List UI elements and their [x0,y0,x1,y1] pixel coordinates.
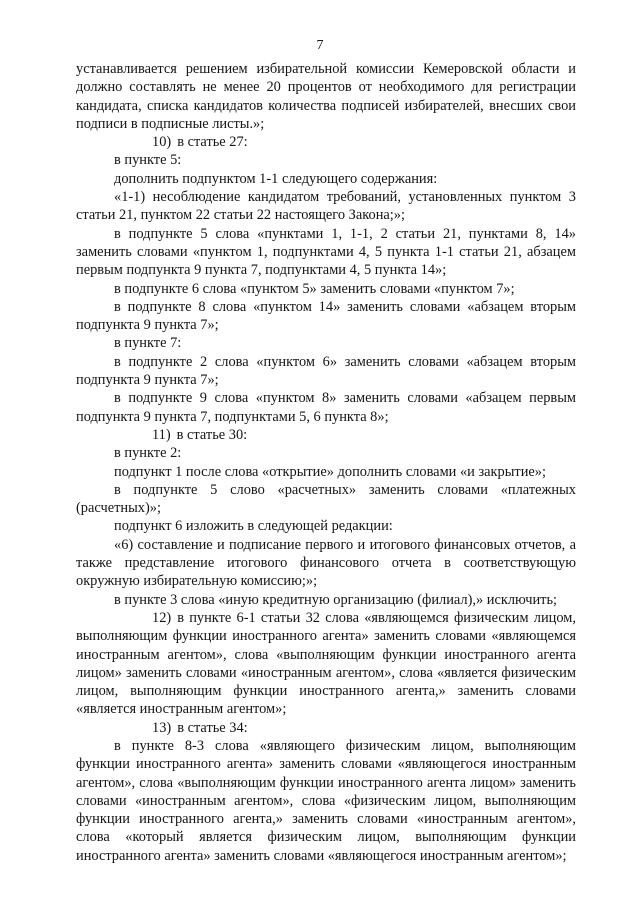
paragraph [76,481,576,518]
paragraph-text: в пункте 6-1 статьи 32 слова «являющемся физическим лицом, выполняющим функции иностранного агента» заменить словами «являющемся иностранным агентом», слова «выполняющим функции иностранного агента лицом» заменить словами «иностранным агентом», слова «является физическим лицом, выполняющим функции иностранного агента,» заменить словами «является иностранным агентом»; [76,609,576,718]
paragraph-text: в подпункте 2 слова «пунктом 6» заменить словами «абзацем вторым подпункта 9 пункта 7»; [76,353,576,389]
paragraph-text: в пункте 2: [114,445,182,462]
paragraph [76,280,576,298]
paragraph-text: в подпункте 6 слова «пунктом 5» заменить словами «пунктом 7»; [114,280,515,297]
paragraph-text: в подпункте 5 слова «пунктами 1, 1-1, 2 статьи 21, пунктами 8, 14» заменить словами «пунктом 1, подпунктами 4, 5 пункта 1-1 статьи 21, абзацем первым подпункта 9 пункта 7, подпунктами 4, 5 пункта 14»; [76,225,576,279]
paragraph [76,170,576,188]
paragraph-text: в подпункте 5 слово «расчетных» заменить словами «платежных (расчетных)»; [76,481,576,517]
paragraph [76,444,576,462]
paragraph [76,517,576,535]
paragraph [76,536,576,591]
paragraph [76,389,576,426]
paragraph-continuation [76,60,576,133]
paragraph [76,298,576,335]
item-number: 11) [152,426,171,443]
paragraph [76,463,576,481]
item-11 [76,426,576,444]
paragraph-text: в пункте 7: [114,335,182,352]
paragraph-text: в подпункте 8 слова «пунктом 14» заменить словами «абзацем вторым подпункта 9 пункта 7»; [76,298,576,334]
item-number: 12) [152,609,172,626]
item-number: 10) [152,134,172,151]
paragraph-text: в пункте 3 слова «иную кредитную организацию (филиал),» исключить; [114,591,558,608]
paragraph [76,188,576,225]
paragraph [76,334,576,352]
paragraph-text: в пункте 5: [114,152,182,169]
paragraph [76,353,576,390]
item-12 [76,609,576,719]
paragraph-text: подпункт 1 после слова «открытие» дополнить словами «и закрытие»; [114,463,546,480]
paragraph-text: подпункт 6 изложить в следующей редакции: [114,518,393,535]
item-13 [76,719,576,737]
paragraph-text: устанавливается решением избирательной комиссии Кемеровской области и должно составлять не менее 20 процентов от необходимого для регистрации кандидата, списка кандидатов количества подписей избирателей, внесших свои подписи в подписные листы.»; [76,61,576,132]
paragraph-text: в статье 34: [177,719,248,736]
paragraph-text: в статье 27: [177,134,248,151]
paragraph-text: в статье 30: [176,426,248,443]
paragraph [76,151,576,169]
paragraph [76,737,576,865]
paragraph-text: в пункте 8-3 слова «являющего физическим лицом, выполняющим функции иностранного агента» заменить словами «являющегося иностранным агентом», слова «выполняющим функции иностранного агента лицом» заменить словами «иностранным агентом», слова «физическим лицом, выполняющим функции иностранного агента,» заменить словами «иностранным агентом», слова «который является физическим лицом, выполняющим функции иностранного агента» заменить словами «являющегося иностранным агентом»; [76,737,576,864]
document-body [76,60,576,865]
paragraph-text: «6) составление и подписание первого и итогового финансовых отчетов, а также представление итогового финансового отчета в соответствующую окружную избирательную комиссию;»; [76,536,576,590]
paragraph-text: дополнить подпунктом 1-1 следующего содержания: [114,170,438,187]
page-number: 7 [316,38,324,53]
item-number: 13) [152,719,172,736]
item-10 [76,133,576,151]
paragraph [76,591,576,609]
paragraph-text: «1-1) несоблюдение кандидатом требований, установленных пунктом 3 статьи 21, пунктом 22 статьи 22 настоящего Закона;»; [76,189,576,224]
paragraph-text: в подпункте 9 слова «пунктом 8» заменить словами «абзацем первым подпункта 9 пункта 7, подпунктами 5, 6 пункта 8»; [76,390,576,425]
paragraph [76,225,576,280]
